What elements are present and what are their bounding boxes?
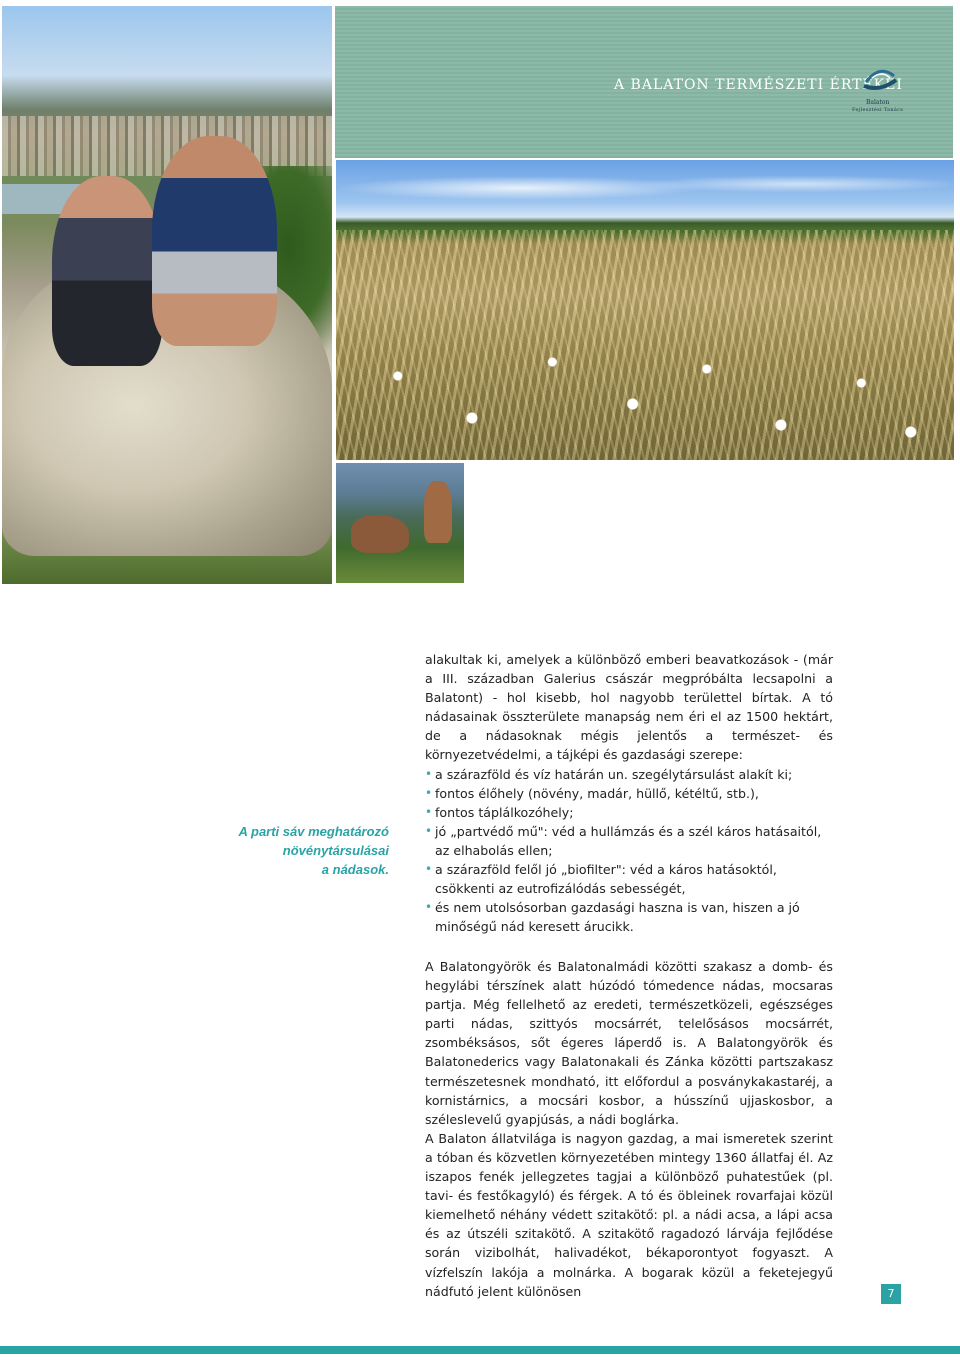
balaton-logo-icon	[862, 62, 898, 96]
photo-deer	[336, 463, 464, 583]
photo-men-on-rock	[2, 6, 332, 584]
bullet-item: • a szárazföld felől jó „biofilter": véd a káros hatásoktól, csökkenti az eutrofizálódás sebességét,	[425, 860, 833, 898]
bottom-rule	[0, 1346, 960, 1354]
bullet-item: • és nem utolsósorban gazdasági haszna is van, hiszen a jó minőségű nád keresett árucikk.	[425, 898, 833, 936]
intro-paragraph: alakultak ki, amelyek a különböző emberi beavatkozások - (már a III. században Galerius császár megpróbálta lecsapolni a Balatont) - hol kisebb, hol nagyobb területtel bírtak. A tó nádasainak összterülete manapság nem éri el az 1500 hektárt, de a nádasoknak mégis jelentős a természet- és környezetvédelmi, a tájképi és gazdasági szerepe:	[425, 652, 833, 763]
photo-man-right	[152, 136, 277, 346]
photo-deer-standing	[424, 481, 452, 543]
logo-text-line1: Balaton	[866, 99, 890, 106]
caption-line-1: A parti sáv meghatározó	[238, 824, 389, 839]
body-section	[425, 957, 833, 1301]
bullet-item: • fontos táplálkozóhely;	[425, 803, 833, 822]
photo-deer-grazing	[351, 515, 409, 553]
bullet-list	[425, 765, 833, 937]
body-paragraph-2: A Balaton állatvilága is nagyon gazdag, a mai ismeretek szerint a tóban és közvetlen környezetében mintegy 1360 állatfaj él. Az iszapos fenék jellegzetes tagjai a különböző puhatestűek (pl. tavi- és festőkagyló) és férgek. A tó és öbleinek rovarfajai közül kiemelhető néhány védett szitakötő: pl. a nádi acsa, a lápi acsa és az útszéli szitakötő. A szitakötő ragadozó lárvája fejlődése során vizibolhát, halivadékot, békaporontyot fogyaszt. A vízfelszín lakója a molnárka. A bogarak közül a feketejegyű nádfutó jelent különösen	[425, 1130, 833, 1299]
page-number: 7	[881, 1284, 901, 1304]
caption-line-2: növénytársulásai	[282, 843, 389, 858]
photo-man-left	[52, 176, 162, 366]
bullet-item: • fontos élőhely (növény, madár, hüllő, kétéltű, stb.),	[425, 784, 833, 803]
photo-barley-field	[336, 160, 954, 460]
logo-text-line2: Fejlesztési Tanács	[852, 107, 904, 113]
body-paragraph-1: A Balatongyörök és Balatonalmádi közötti szakasz a domb- és hegylábi térszínek alatt húzódó tómedence nádas, mocsaras partja. Még fellelhető az eredeti, természetközeli, egészséges parti nádas, szittyós mocsárrét, telelősásos mocsárrét, zsombéksásos, sőt égeres láperdő is. A Balatongyörök és Balatonederics vagy Balatonakali és Zánka közötti partszakasz természetesnek mondható, itt előfordul a posványkakastaréj, a kornistárnics, a mocsári kosbor, a hússzínű ujjaskosbor, a széleslevelű gyapjúsás, a nádi boglárka.	[425, 959, 833, 1127]
page-title: A BALATON TERMÉSZETI ÉRTÉKEI	[614, 77, 903, 93]
side-caption	[200, 822, 389, 879]
bullet-item: • a szárazföld és víz határán un. szegélytársulást alakít ki;	[425, 765, 833, 784]
intro-section	[425, 650, 833, 936]
photo-daisies-detail	[336, 320, 954, 460]
caption-line-3: a nádasok.	[321, 862, 389, 877]
bullet-item: • jó „partvédő mű": véd a hullámzás és a szél káros hatásaitól, az elhabolás ellen;	[425, 822, 833, 860]
photo-clouds-detail	[336, 160, 954, 200]
